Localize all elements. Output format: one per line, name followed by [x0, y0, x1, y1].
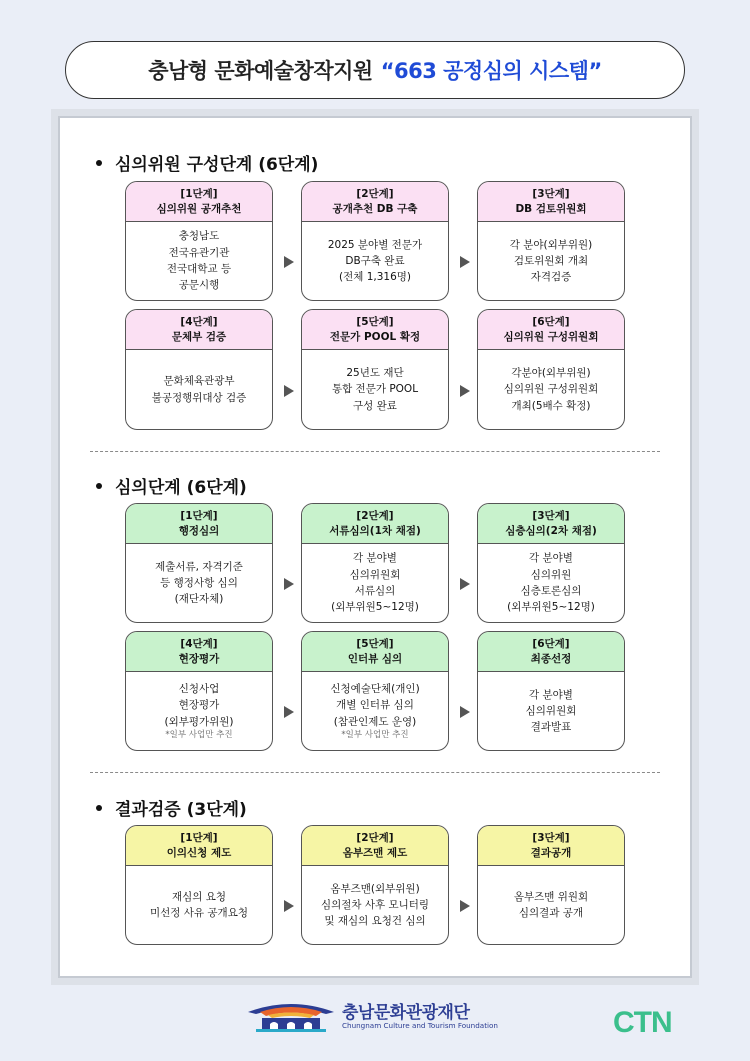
step-card — [477, 503, 625, 623]
step-name: 전문가 POOL 확정 — [329, 330, 421, 343]
step-description-line: 검토위원회 개최 — [513, 254, 589, 267]
step-description-line: (참관인제도 운영) — [333, 715, 417, 728]
step-name: 최종선정 — [530, 652, 572, 665]
step-number: [1단계] — [180, 510, 218, 523]
step-card-body — [302, 222, 448, 300]
step-card-body — [302, 350, 448, 429]
step-card-header — [302, 310, 448, 350]
arrow-right-icon — [284, 706, 294, 718]
step-number: [6단계] — [532, 316, 570, 329]
step-card-header — [302, 826, 448, 866]
arrow-right-icon — [460, 706, 470, 718]
step-card — [301, 825, 449, 945]
arrow-right-icon — [284, 256, 294, 268]
step-card — [125, 503, 273, 623]
step-card-header — [302, 504, 448, 544]
step-card-body — [478, 866, 624, 944]
step-number: [2단계] — [356, 510, 394, 523]
step-description-line: 옴부즈맨 위원회 — [513, 890, 589, 903]
step-name: 심의위원 구성위원회 — [503, 330, 599, 343]
step-number: [3단계] — [532, 510, 570, 523]
step-card-header — [126, 826, 272, 866]
arrow-right-icon — [460, 578, 470, 590]
step-description-line: 2025 분야별 전문가 — [327, 238, 423, 251]
step-description-line: 25년도 재단 — [346, 367, 404, 380]
step-card-header — [478, 504, 624, 544]
gate-logo-icon — [246, 998, 336, 1034]
foundation-name-en: Chungnam Culture and Tourism Foundation — [342, 1021, 498, 1030]
step-card-header — [478, 632, 624, 672]
step-description-line: 심의위원회 — [349, 568, 401, 581]
step-description-line: 옴부즈맨(외부위원) — [330, 882, 420, 895]
arrow-right-icon — [284, 578, 294, 590]
section-divider — [90, 772, 660, 773]
step-number: [3단계] — [532, 188, 570, 201]
step-card-body — [302, 544, 448, 622]
section-title-text: 결과검증 (3단계) — [115, 800, 247, 820]
step-card — [477, 181, 625, 301]
step-name: 결과공개 — [530, 846, 572, 859]
step-description-line: 및 재심의 요청건 심의 — [324, 915, 426, 928]
step-description-line: (외부평가위원) — [164, 715, 234, 728]
step-description-line: 구성 완료 — [353, 399, 397, 412]
step-card — [477, 631, 625, 751]
step-description-line: 자격검증 — [530, 271, 572, 284]
bullet-icon — [96, 160, 102, 166]
step-description-line: 각 분야별 — [353, 552, 397, 565]
step-card — [477, 309, 625, 430]
step-description-line: (외부위원5~12명) — [507, 601, 595, 614]
step-name: DB 검토위원회 — [515, 202, 587, 215]
step-name: 행정심의 — [178, 524, 220, 537]
step-description-line: (전체 1,316명) — [338, 271, 412, 284]
step-card-header — [478, 826, 624, 866]
section-divider — [90, 451, 660, 452]
step-description-line: 재심의 요청 — [171, 890, 227, 903]
arrow-right-icon — [460, 385, 470, 397]
step-description-line: (재단자체) — [174, 593, 224, 606]
step-card — [301, 631, 449, 751]
step-name: 현장평가 — [178, 652, 220, 665]
step-description-line: 신청예술단체(개인) — [330, 683, 420, 696]
step-name: 옴부즈맨 제도 — [342, 846, 408, 859]
step-card-body — [478, 544, 624, 622]
step-description-line: 서류심의 — [354, 585, 396, 597]
step-description-line: 통합 전문가 POOL — [331, 383, 419, 396]
step-card — [125, 309, 273, 430]
bullet-icon — [96, 483, 102, 489]
step-number: [1단계] — [180, 188, 218, 201]
step-card-header — [126, 310, 272, 350]
step-card-header — [478, 310, 624, 350]
step-number: [4단계] — [180, 638, 218, 651]
step-card — [125, 631, 273, 751]
step-card-body — [126, 222, 272, 300]
step-description-line: 각 분야별 — [529, 688, 573, 701]
step-number: [6단계] — [532, 638, 570, 651]
step-description-line: 불공정행위대상 검증 — [151, 391, 247, 404]
arrow-right-icon — [284, 385, 294, 397]
foundation-name: 충남문화관광재단 — [342, 1003, 470, 1023]
step-description-line: 신청사업 — [178, 683, 220, 696]
step-description-line: (외부위원5~12명) — [331, 601, 419, 614]
step-card-body — [126, 350, 272, 429]
step-number: [2단계] — [356, 188, 394, 201]
step-name: 심의위원 공개추천 — [156, 202, 242, 215]
step-description-line: 충청남도 — [178, 230, 220, 243]
step-card-body — [478, 672, 624, 750]
step-description-line: 심의위원회 — [525, 704, 577, 717]
step-description-line: 각분야(외부위원) — [511, 367, 591, 380]
step-description-line: 미선정 사유 공개요청 — [150, 907, 248, 919]
step-card — [477, 825, 625, 945]
step-description-line: 결과발표 — [530, 721, 572, 734]
step-card-header — [302, 182, 448, 222]
step-description-line: 심의결과 공개 — [518, 907, 584, 919]
step-description-line: 문화체육관광부 — [163, 375, 235, 388]
step-card — [301, 503, 449, 623]
step-card-header — [302, 632, 448, 672]
step-note: *일부 사업만 추진 — [165, 729, 233, 740]
step-card-body — [478, 222, 624, 300]
step-number: [4단계] — [180, 316, 218, 329]
step-card-header — [126, 182, 272, 222]
step-name: 서류심의(1차 채점) — [329, 524, 421, 537]
step-description-line: 심의위원 구성위원회 — [503, 383, 599, 396]
step-card-body — [126, 544, 272, 622]
step-number: [2단계] — [356, 832, 394, 845]
title-accent: “663 공정심의 시스템” — [380, 59, 602, 83]
step-description-line: 각 분야별 — [529, 552, 573, 565]
step-description-line: 각 분야(외부위원) — [509, 238, 593, 251]
section-title — [96, 150, 318, 175]
arrow-right-icon — [460, 900, 470, 912]
step-name: 이의신청 제도 — [166, 846, 232, 859]
section-title — [96, 795, 247, 820]
step-card-body — [302, 866, 448, 944]
step-description-line: 등 행정사항 심의 — [160, 576, 238, 589]
step-number: [1단계] — [180, 832, 218, 845]
step-number: [5단계] — [356, 316, 394, 329]
step-card-header — [126, 632, 272, 672]
step-name: 문체부 검증 — [171, 330, 227, 343]
ctn-brand-logo: CTN — [613, 1006, 672, 1039]
section-title-text: 심의단계 (6단계) — [115, 478, 247, 498]
step-description-line: 심의위원 — [530, 568, 572, 581]
step-description-line: DB구축 완료 — [345, 254, 405, 267]
page-title — [65, 41, 685, 99]
step-description-line: 공문시행 — [178, 279, 220, 292]
arrow-right-icon — [460, 256, 470, 268]
step-note: *일부 사업만 추진 — [341, 729, 409, 740]
step-description-line: 현장평가 — [178, 699, 220, 712]
step-card-body — [478, 350, 624, 429]
step-card-body — [126, 866, 272, 944]
step-card-header — [126, 504, 272, 544]
arrow-right-icon — [284, 900, 294, 912]
step-number: [3단계] — [532, 832, 570, 845]
step-card — [301, 181, 449, 301]
step-name: 인터뷰 심의 — [347, 652, 403, 665]
step-description-line: 전국유관기관 — [168, 246, 230, 259]
step-description-line: 전국대학교 등 — [166, 263, 232, 275]
step-description-line: 심층토론심의 — [520, 585, 582, 597]
step-name: 심층심의(2차 채점) — [505, 524, 597, 537]
step-description-line: 제출서류, 자격기준 — [155, 560, 243, 573]
section-title-text: 심의위원 구성단계 (6단계) — [115, 155, 319, 175]
section-title — [96, 473, 247, 498]
step-number: [5단계] — [356, 638, 394, 651]
step-card — [125, 825, 273, 945]
step-card-body — [302, 672, 448, 750]
step-card — [125, 181, 273, 301]
step-card-body — [126, 672, 272, 750]
step-card-header — [478, 182, 624, 222]
step-description-line: 개별 인터뷰 심의 — [336, 699, 414, 712]
foundation-logo — [246, 996, 516, 1036]
step-description-line: 심의절차 사후 모니터링 — [320, 898, 430, 911]
step-name: 공개추천 DB 구축 — [332, 202, 418, 215]
step-description-line: 개최(5배수 확정) — [511, 399, 591, 412]
bullet-icon — [96, 805, 102, 811]
step-card — [301, 309, 449, 430]
title-main: 충남형 문화예술창작지원 — [148, 59, 373, 83]
